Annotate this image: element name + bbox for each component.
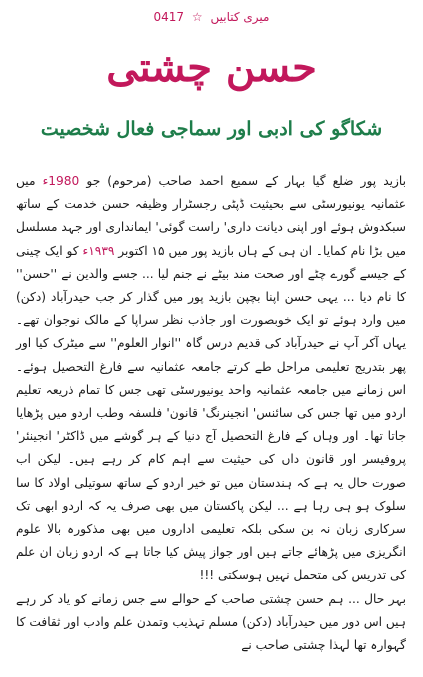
- paragraph-1-text-a: بازید پور ضلع گیا بہار کے سمیع احمد صاحب (مرحوم) جو: [79, 174, 406, 188]
- paragraph-1-text-c: کو ایک چینی کے جیسے گورے چٹے اور صحت مند بیٹے نے جنم لیا ... جسے والدین نے ''حسن'' کا نام دیا ... یہی حسن اپنا بچپن بازید پور میں گذار کر جب حیدرآباد (دکن) میں وارد ہوئے تو ایک خوبصورت اور جاذب نظر سراپا کے مالک نوجوان تھے۔ یہاں آکر آپ نے حیدرآباد کی قدیم درس گاہ ''انوار العلوم'' سے میٹرک کیا اور پھر بتدریج تعلیمی مراحل طے کرتے جامعہ عثمانیہ سے فارغ التحصیل ہوئے۔ اس زمانے میں جامعہ عثمانیہ واحد یونیورسٹی تھی جس کا تمام ذریعہ تعلیم اردو میں تھا جس کی سائنس' انجینرنگ' قانون' فلسفہ وطب اردو میں پڑھایا جاتا تھا۔ اور وہاں کے فارغ التحصیل آج دنیا کے ہر گوشے میں ڈاکٹر' انجینئر' پروفیسر اور قانون داں کی حیثیت سے اہم کام کر رہے ہیں۔ لیکن اب صورت حال یہ ہے کہ ہندستان میں تو خیر اردو کے ساتھ سوتیلی اولاد کا سا سلوک ہو ہی رہا ہے ... لیکن پاکستان میں بھی صرف یہ کہ اردو ابھی تک سرکاری زبان نہ بن سکی بلکہ تعلیمی اداروں میں بھی مذکورہ بالا علوم انگریزی میں پڑھائے جاتے ہیں اور جواز پیش کیا جاتا ہے کہ اردو زبان ان علم کی تدریس کی متحمل نہیں ہوسکتی !!!: [16, 243, 406, 583]
- page-header: [0, 10, 423, 24]
- year-highlight: 1980ء: [42, 174, 80, 188]
- page-title: حسن چشتی: [106, 44, 317, 91]
- article-body: [16, 170, 406, 657]
- birth-year-highlight: ۱۹۳۹ء: [82, 243, 115, 258]
- entry-number: 0417: [153, 10, 185, 24]
- star-icon: ☆: [191, 10, 203, 24]
- paragraph-1-text-b: میں عثمانیہ یونیورسٹی سے بحیثیت ڈپٹی رجسٹرار وظیفہ حسن خدمت کے ساتھ سبکدوش ہوئے اور اپنی دیانت داری' راست گوئی' ایمانداری اور جہد مسلسل میں بڑا نام کمایا۔ ان ہی کے ہاں بازید پور میں ۱۵ اکتوبر: [16, 174, 406, 258]
- paragraph-1: [16, 170, 406, 588]
- series-label: میری کتابیں: [210, 10, 270, 24]
- page-subtitle: شکاگو کی ادبی اور سماجی فعال شخصیت: [40, 118, 383, 140]
- paragraph-2: بہر حال ... ہم حسن چشتی صاحب کے حوالے سے جس زمانے کو یاد کر رہے ہیں اس دور میں حیدرآباد (دکن) مسلم تہذیب وتمدن علم وادب اور ثقافت کا گہوارہ تھا لہذا چشتی صاحب نے: [16, 591, 406, 653]
